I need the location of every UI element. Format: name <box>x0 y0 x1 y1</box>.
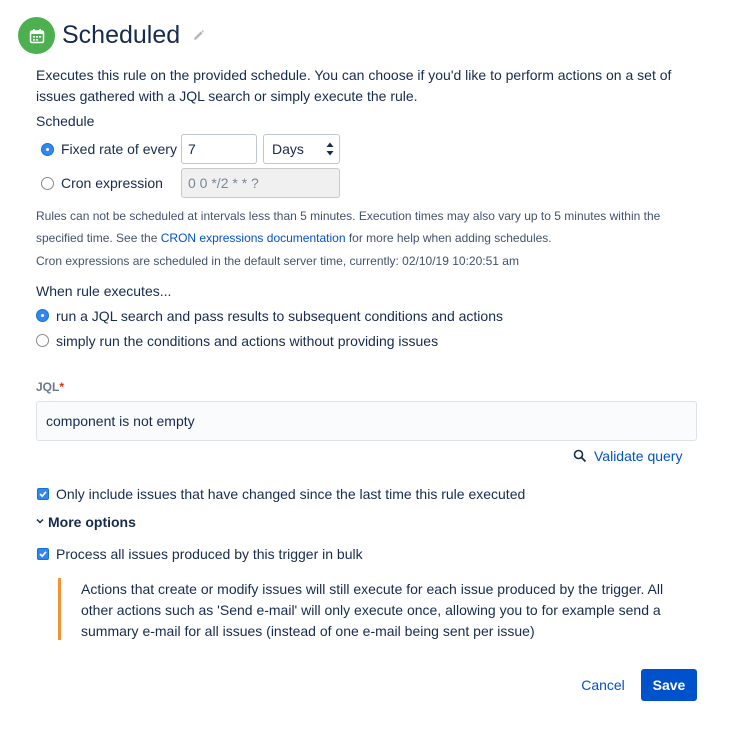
calendar-icon <box>18 17 55 54</box>
jql-label <box>36 380 64 394</box>
trigger-description: Executes this rule on the provided schedule. You can choose if you'd like to perform actions on a set of issues gathered with a JQL search or simply execute the rule. <box>36 67 672 104</box>
cancel-button[interactable]: Cancel <box>581 677 625 693</box>
checkmark-icon <box>38 489 48 499</box>
server-time-note: Cron expressions are scheduled in the default server time, currently: 02/10/19 10:20:51 am <box>36 254 519 268</box>
simple-run-label: simply run the conditions and actions without providing issues <box>56 333 439 349</box>
save-button[interactable]: Save <box>641 669 697 701</box>
cron-radio[interactable] <box>41 177 54 190</box>
jql-search-radio[interactable] <box>36 309 49 322</box>
bulk-checkbox[interactable] <box>37 548 49 560</box>
trigger-header <box>18 17 205 54</box>
cron-docs-link[interactable]: CRON expressions documentation <box>160 231 346 245</box>
simple-run-radio[interactable] <box>36 334 49 347</box>
jql-input[interactable]: component is not empty <box>36 401 697 441</box>
checkmark-icon <box>38 549 48 559</box>
search-icon <box>573 449 587 463</box>
fixed-rate-label: Fixed rate of every <box>61 141 177 157</box>
chevron-down-icon <box>36 517 44 525</box>
cron-input[interactable]: 0 0 */2 * * ? <box>181 168 340 198</box>
validate-query-link[interactable] <box>573 448 682 464</box>
page-title: Scheduled <box>62 21 181 49</box>
bulk-info-panel: Actions that create or modify issues will still execute for each issue produced by the trigger. All other actions such as 'Send e-mail' will only execute once, allowing you to for example send a summary e-mail for all issues (instead of one e-mail being sent per issue) <box>58 578 698 640</box>
bulk-label: Process all issues produced by this trigger in bulk <box>56 546 363 562</box>
schedule-note <box>36 205 706 249</box>
cron-label: Cron expression <box>61 175 163 191</box>
fixed-rate-radio[interactable] <box>41 143 54 156</box>
note-text: Rules can not be scheduled at intervals less than 5 minutes. Execution times may also vary up to 5 minutes within the specified time. See the <box>36 209 661 245</box>
schedule-label: Schedule <box>36 113 95 129</box>
select-arrows-icon <box>326 140 334 158</box>
more-options-toggle[interactable] <box>36 514 136 530</box>
validate-query-label: Validate query <box>594 448 683 464</box>
jql-label-text: JQL <box>36 380 60 394</box>
pencil-icon[interactable] <box>192 29 205 47</box>
unit-select-value: Days <box>272 141 304 157</box>
unit-select[interactable] <box>263 134 340 164</box>
required-marker: * <box>59 380 65 394</box>
note-text-suffix: for more help when adding schedules. <box>345 231 552 245</box>
jql-search-label: run a JQL search and pass results to subsequent conditions and actions <box>56 308 503 324</box>
execution-label: When rule executes... <box>36 283 172 299</box>
more-options-label: More options <box>48 514 136 530</box>
fixed-rate-input[interactable]: 7 <box>181 134 257 164</box>
only-changed-checkbox[interactable] <box>37 488 49 500</box>
only-changed-label: Only include issues that have changed since the last time this rule executed <box>56 486 526 502</box>
